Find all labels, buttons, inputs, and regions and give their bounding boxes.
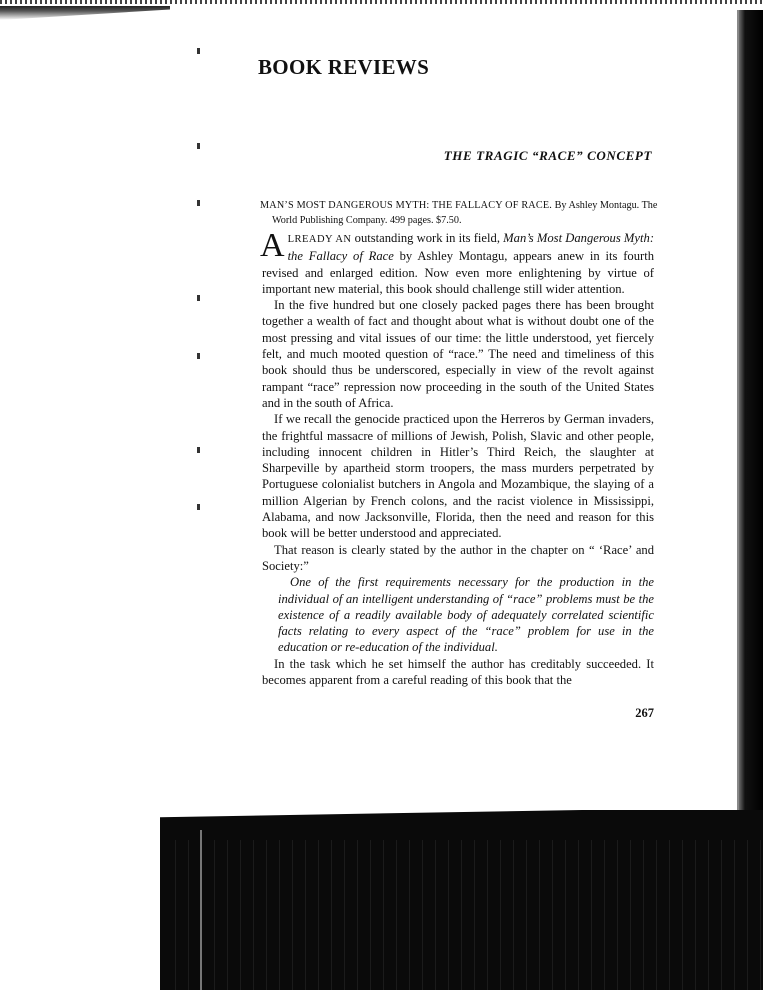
- section-heading: BOOK REVIEWS: [258, 55, 430, 79]
- margin-mark: [197, 353, 200, 359]
- review-body: [260, 227, 655, 688]
- opening-smallcaps: LREADY AN: [287, 234, 352, 245]
- page-bottom-edge: [200, 830, 202, 990]
- drop-cap: A: [260, 227, 285, 264]
- paragraph-1: [260, 227, 655, 297]
- block-quote: One of the first requirements necessary for the production in the individual of an intelligent understanding of “race” problems must be the existence of a readily available body of adequately correlated scientific facts relating to every aspect of the “race” problem for use in the education or re-education of the individual.: [278, 575, 654, 655]
- citation-details: By Ashley Montagu. The World Publishing Company. 499 pages. $7.50.: [272, 200, 658, 226]
- citation-book-title: MAN’S MOST DANGEROUS MYTH: THE FALLACY OF RACE.: [260, 200, 553, 211]
- scan-bottom-texture: [175, 840, 763, 990]
- paragraph-3: If we recall the genocide practiced upon the Herreros by German invaders, the frightful massacre of millions of Jewish, Polish, Slavic and other people, including innocent children in Hitler’s Third Reich, the slaughter at Sharpeville by apartheid storm troopers, the mass murders perpetrated by Portuguese colonialist butchers in Angola and Mozambique, the slaying of a million Algerian by French colons, and the racist violence in Mississippi, Alabama, and now Jacksonville, Florida, then the need and reason for this book will be better understood and appreciated.: [262, 412, 654, 541]
- book-citation: [260, 198, 666, 228]
- scan-shadow-top-left: [0, 6, 170, 20]
- scan-dotted-edge: [0, 0, 763, 4]
- paragraph-2: In the five hundred but one closely packed pages there has been brought together a wealth of fact and thought about what is without doubt one of the most pressing and vital issues of our time: the little understood, yet fiercely felt, and much mooted question of “race.” The need and timeliness of this book should thus be underscored, especially in view of the revolt against rampant “race” repression now proceeding in the south of the United States and in the south of Africa.: [262, 298, 654, 410]
- page-right-edge: [737, 10, 739, 810]
- margin-mark: [197, 295, 200, 301]
- review-title: THE TRAGIC “RACE” CONCEPT: [443, 148, 652, 163]
- margin-mark: [197, 504, 200, 510]
- page-number: 267: [635, 706, 654, 720]
- paragraph-1-text-a: outstanding work in its field,: [351, 231, 504, 245]
- paragraph-4: That reason is clearly stated by the author in the chapter on “ ‘Race’ and Society:”: [262, 542, 654, 573]
- margin-mark: [197, 200, 200, 206]
- paragraph-5: In the task which he set himself the author has creditably succeeded. It becomes apparent from a careful reading of this book that the: [262, 656, 654, 688]
- margin-mark: [197, 143, 200, 149]
- margin-mark: [197, 447, 200, 453]
- margin-mark: [197, 48, 200, 54]
- book-title-italic: Man’s Most Dangerous Myth: the Fallacy of Race: [287, 231, 655, 264]
- paragraph-1-text-b: by Ashley Montagu, appears anew in its fourth revised and enlarged edition. Now even more enlightening by virtue of important new material, this book should challenge still wider attention.: [262, 249, 654, 296]
